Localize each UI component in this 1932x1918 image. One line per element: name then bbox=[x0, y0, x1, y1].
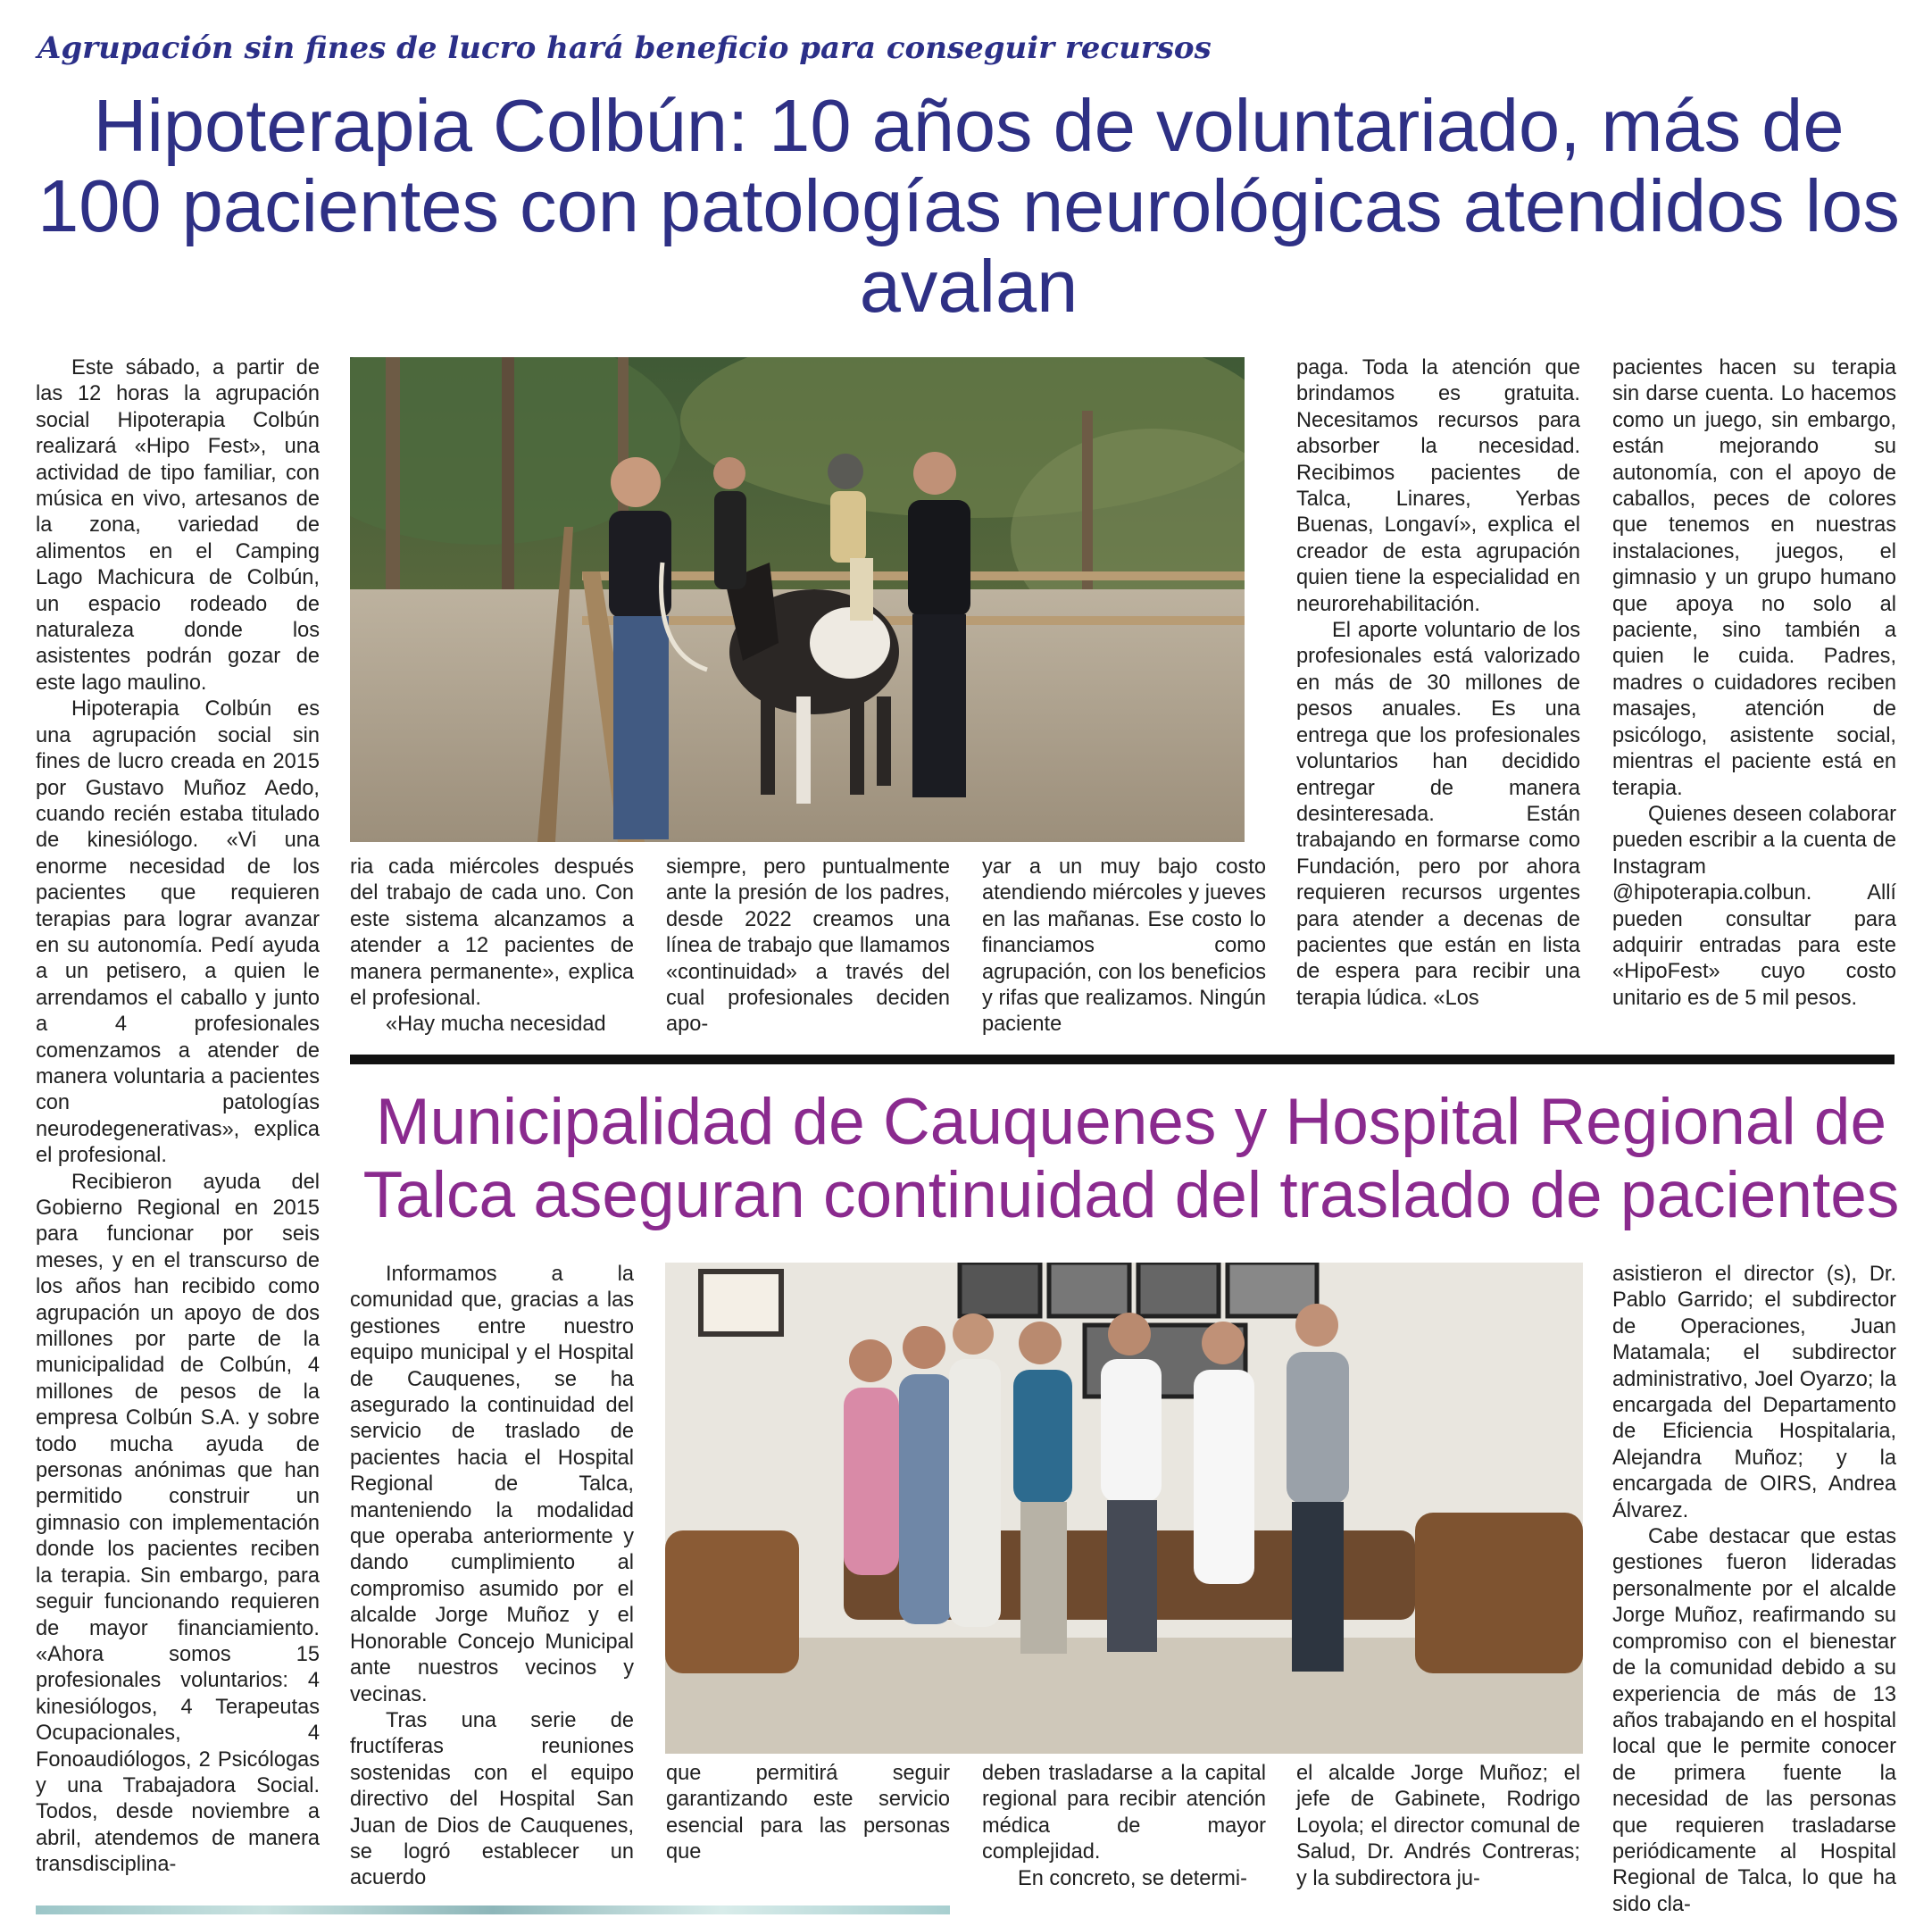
paragraph: Quienes deseen colaborar pueden escribir a la cuenta de Instagram @hipoterapia.colbun. Allí pueden consultar para adquirir entradas para este «HipoFest» cuyo costo unitario es de 5 mil pesos. bbox=[1612, 802, 1896, 1010]
paragraph: paga. Toda la atención que brindamos es gratuita. Necesitamos recursos para absorber la necesidad. Recibimos pacientes de Talca, Linares, Yerbas Buenas, Longaví», explica el creador de esta agrupación quien tiene la especialidad en neurorehabilitación. bbox=[1296, 356, 1580, 616]
paragraph: el alcalde Jorge Muñoz; el jefe de Gabinete, Rodrigo Loyola; el director comunal de Salud, Dr. Andrés Contreras; y la subdirectora ju- bbox=[1296, 1762, 1580, 1890]
paragraph: Informamos a la comunidad que, gracias a las gestiones entre nuestro equipo municipal y el Hospital de Cauquenes, se ha asegurado la continuidad del servicio de traslado de pacientes hacia el Hospital Regional de Talca, manteniendo la modalidad que operaba anteriormente y dando cumplimiento al compromiso asumido por el alcalde Jorge Muñoz y el Honorable Concejo Municipal ante nuestros vecinos y vecinas. bbox=[350, 1263, 634, 1706]
paragraph: deben trasladarse a la capital regional para recibir atención médica de mayor complejidad. bbox=[982, 1762, 1266, 1864]
paragraph: Tras una serie de fructíferas reuniones sostenidas con el equipo directivo del Hospital San Juan de Dios de Cauquenes, se logró establecer un acuerdo bbox=[350, 1708, 634, 1890]
article1-column-5 bbox=[1296, 355, 1580, 1012]
hipoterapia-photo bbox=[350, 357, 1245, 842]
group-photo bbox=[665, 1263, 1583, 1754]
article1-column-4 bbox=[982, 855, 1266, 1038]
article2-column-3 bbox=[982, 1761, 1266, 1892]
paragraph: Cabe destacar que estas gestiones fueron lideradas personalmente por el alcalde Jorge Muñoz, reafirmando su compromiso con el bienestar de la comunidad debido a su experiencia de más de 13 años trabajando en el hospital local que le permite conocer de primera fuente la necesidad de las personas que requieren trasladarse periódicamente al Hospital Regional de Talca, lo que ha sido cla- bbox=[1612, 1525, 1896, 1916]
paragraph: El aporte voluntario de los profesionales está valorizado en más de 30 millones de pesos anuales. Es una entrega que los profesionales voluntarios han decidido entregar de manera desinteresada. Están trabajando en formarse como Fundación, pero por ahora requieren recursos urgentes para atender a decenas de pacientes que están en lista de espera para recibir una terapia lúdica. «Los bbox=[1296, 619, 1580, 1010]
article2-column-1 bbox=[350, 1262, 634, 1892]
kicker: Agrupación sin fines de lucro hará beneficio para conseguir recursos bbox=[37, 30, 1212, 66]
paragraph: asistieron el director (s), Dr. Pablo Garrido; el subdirector de Operaciones, Juan Matamala; el subdirector administrativo, Joel Oyarzo; la encargada del Departamento de Eficiencia Hospitalaria, Alejandra Muñoz; y la encargada de OIRS, Andrea Álvarez. bbox=[1612, 1263, 1896, 1522]
paragraph: yar a un muy bajo costo atendiendo miércoles y jueves en las mañanas. Ese costo lo financiamos como agrupación, con los beneficios y rifas que realizamos. Ningún paciente bbox=[982, 855, 1266, 1037]
paragraph: Este sábado, a partir de las 12 horas la agrupación social Hipoterapia Colbún realizará «Hipo Fest», una actividad de tipo familiar, con música en vivo, artesanos de la zona, variedad de alimentos en el Camping Lago Machicura de Colbún, un espacio rodeado de naturaleza donde los asistentes podrán gozar de este lago maulino. bbox=[36, 356, 320, 695]
paragraph: ria cada miércoles después del trabajo de cada uno. Con este sistema alcanzamos a atender a 12 pacientes de manera permanente», explica el profesional. bbox=[350, 855, 634, 1011]
section-divider bbox=[350, 1055, 1895, 1064]
paragraph: pacientes hacen su terapia sin darse cuenta. Lo hacemos como un juego, sin embargo, están mejorando su autonomía, con el apoyo de caballos, peces de colores que tenemos en nuestras instalaciones, juegos, el gimnasio y un grupo humano que apoya no solo al paciente, sino también a quien le cuida. Padres, madres o cuidadores reciben masajes, atención de psicólogo, asistente social, mientras el paciente está en terapia. bbox=[1612, 356, 1896, 800]
article1-column-2 bbox=[350, 855, 634, 1038]
article2-column-4 bbox=[1296, 1761, 1580, 1892]
headline-cauquenes: Municipalidad de Cauquenes y Hospital Regional de Talca aseguran continuidad del traslado de pacientes bbox=[362, 1086, 1900, 1231]
article2-column-2 bbox=[666, 1761, 950, 1866]
headline-hipoterapia: Hipoterapia Colbún: 10 años de voluntariado, más de 100 pacientes con patologías neurológicas atendidos los avalan bbox=[37, 84, 1900, 328]
paragraph: que permitirá seguir garantizando este servicio esencial para las personas que bbox=[666, 1762, 950, 1864]
article2-column-5 bbox=[1612, 1262, 1896, 1918]
article1-column-3 bbox=[666, 855, 950, 1038]
paragraph: Hipoterapia Colbún es una agrupación social sin fines de lucro creada en 2015 por Gustavo Muñoz Aedo, cuando recién estaba titulado de kinesiólogo. «Vi una enorme necesidad de los pacientes que requieren terapias para lograr avanzar en su autonomía. Pedí ayuda a un petisero, a quien le arrendamos el caballo y junto a 4 profesionales comenzamos a atender de manera voluntaria a pacientes con patologías neurodegenerativas», explica el profesional. bbox=[36, 697, 320, 1168]
next-article-image-edge bbox=[36, 1905, 950, 1914]
article1-column-6 bbox=[1612, 355, 1896, 1012]
article1-column-1 bbox=[36, 355, 320, 1879]
paragraph: «Hay mucha necesidad bbox=[386, 1013, 606, 1037]
paragraph: siempre, pero puntualmente ante la presión de los padres, desde 2022 creamos una línea de trabajo que llamamos «continuidad» a través del cual profesionales deciden apo- bbox=[666, 855, 950, 1037]
paragraph: Recibieron ayuda del Gobierno Regional en 2015 para funcionar por seis meses, y en el transcurso de los años han recibido como agrupación un apoyo de dos millones por parte de la municipalidad de Colbún, 4 millones de pesos de la empresa Colbún S.A. y sobre todo mucha ayuda de personas anónimas que han permitido construir un gimnasio con implementación donde los pacientes reciben la terapia. Sin embargo, para seguir funcionando requieren de mayor financiamiento. «Ahora somos 15 profesionales voluntarios: 4 kinesiólogos, 4 Terapeutas Ocupacionales, 4 Fonoaudiólogos, 2 Psicólogas y una Trabajadora Social. Todos, desde noviembre a abril, atendemos de manera transdisciplina- bbox=[36, 1170, 320, 1877]
paragraph: En concreto, se determi- bbox=[1018, 1866, 1248, 1890]
